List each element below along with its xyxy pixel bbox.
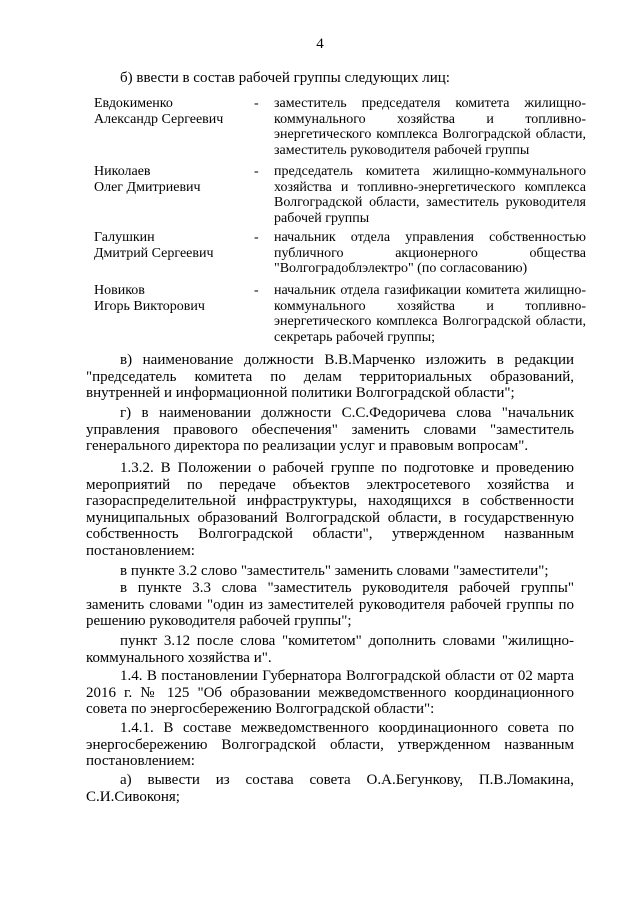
member-surname: Галушкин: [94, 230, 155, 245]
member-role: начальник отдела газификации комитета жилищно-коммунального хозяйства и топливно-энергетического комплекса Волгоградской области, секретарь рабочей группы;: [274, 283, 586, 345]
member-role: заместитель председателя комитета жилищно-коммунального хозяйства и топливно-энергетического комплекса Волгоградской области, заместитель руководителя рабочей группы: [274, 96, 586, 158]
paragraph-1-4: 1.4. В постановлении Губернатора Волгоградской области от 02 марта 2016 г. № 125 "Об образовании межведомственного координационного совета по энергосбережению Волгоградской области":: [86, 668, 574, 717]
member-name: [94, 164, 254, 195]
member-dash: -: [254, 96, 259, 111]
member-name: [94, 230, 254, 261]
member-given-name: Дмитрий Сергеевич: [94, 245, 214, 261]
paragraph-item-3-2: в пункте 3.2 слово "заместитель" заменить словами "заместители";: [120, 563, 549, 579]
paragraph-1-3-2: 1.3.2. В Положении о рабочей группе по подготовке и проведению мероприятий по передаче объектов электросетевого хозяйства и газораспределительной инфраструктуры, находящихся в собственности муниципальных образований Волгоградской области, в государственную собственность Волгоградской области", утвержденном названным постановлением:: [86, 460, 574, 559]
member-surname: Евдокименко: [94, 96, 173, 111]
paragraph-g: г) в наименовании должности С.С.Федоричева слова "начальник управления правового обеспечения" заменить словами "заместитель генерального директора по реализации услуг и правовым вопросам".: [86, 405, 574, 454]
paragraph-item-3-3: в пункте 3.3 слова "заместитель руководителя рабочей группы" заменить словами "один из заместителей руководителя рабочей группы по решению руководителя рабочей группы";: [86, 580, 574, 629]
paragraph-item-3-12: пункт 3.12 после слова "комитетом" дополнить словами "жилищно-коммунального хозяйства и".: [86, 633, 574, 666]
member-entry: [94, 164, 586, 234]
member-dash: -: [254, 283, 259, 298]
paragraph-1-4-1: 1.4.1. В составе межведомственного координационного совета по энергосбережению Волгоградской области, утвержденном названным постановлением:: [86, 720, 574, 769]
member-name: [94, 283, 254, 314]
member-entry: [94, 283, 586, 353]
member-surname: Николаев: [94, 164, 151, 179]
member-name: [94, 96, 254, 127]
page-number: 4: [316, 36, 324, 52]
paragraph-v: в) наименование должности В.В.Марченко изложить в редакции "председатель комитета по делам территориальных образований, внутренней и информационной политики Волгоградской области";: [86, 352, 574, 401]
member-role: начальник отдела управления собственностью публичного акционерного общества "Волгоградоблэлектро" (по согласованию): [274, 230, 586, 276]
member-role: председатель комитета жилищно-коммунального хозяйства и топливно-энергетического комплекса Волгоградской области, заместитель руководителя рабочей группы: [274, 164, 586, 226]
intro-line: б) ввести в состав рабочей группы следующих лиц:: [120, 70, 450, 86]
member-dash: -: [254, 230, 259, 245]
paragraph-a: а) вывести из состава совета О.А.Бегункову, П.В.Ломакина, С.И.Сивоконя;: [86, 772, 574, 805]
member-given-name: Игорь Викторович: [94, 298, 205, 314]
member-given-name: Олег Дмитриевич: [94, 179, 201, 195]
member-dash: -: [254, 164, 259, 179]
member-surname: Новиков: [94, 283, 145, 298]
member-given-name: Александр Сергеевич: [94, 111, 224, 127]
member-entry: [94, 96, 586, 166]
